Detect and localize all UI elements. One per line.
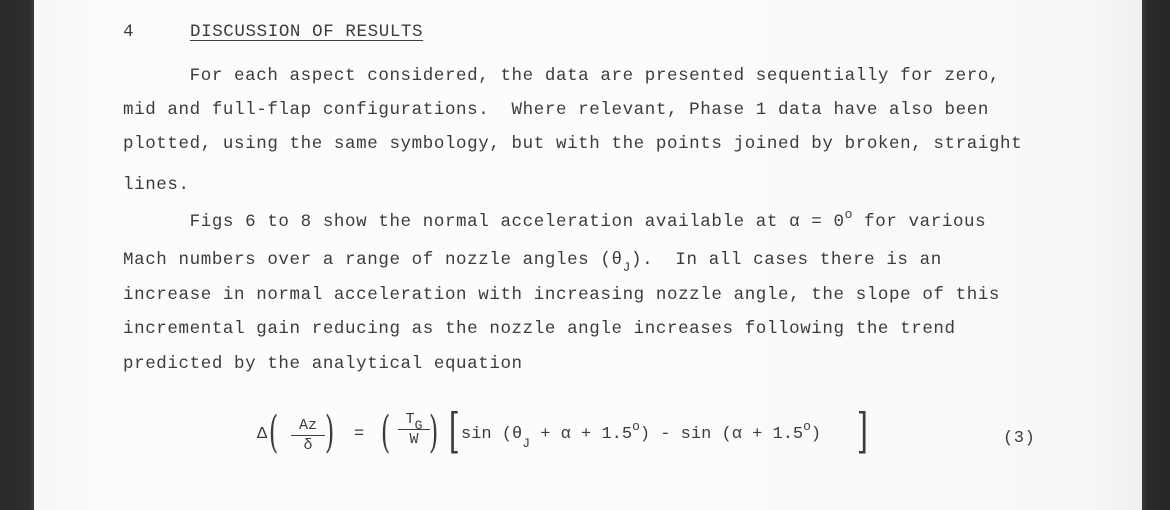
section-title: DISCUSSION OF RESULTS <box>190 22 424 42</box>
paragraph-1-line-2: mid and full-flap configurations. Where relevant, Phase 1 data have also been <box>123 100 989 120</box>
paragraph-2-line-1 <box>123 207 987 232</box>
text: + α + 1.5 <box>530 425 633 444</box>
degree-superscript: o <box>632 419 640 434</box>
text: Figs 6 to 8 show the normal acceleration available at α = 0 <box>123 212 845 232</box>
text: ). In all cases there is an <box>630 250 942 270</box>
close-paren: ) <box>324 407 335 458</box>
subscript-j: J <box>622 260 631 275</box>
section-number: 4 <box>123 22 135 42</box>
open-paren: ( <box>268 407 279 458</box>
fraction-tg-over-w <box>398 411 430 448</box>
close-bracket: ] <box>856 403 868 459</box>
subscript-j: J <box>522 436 531 451</box>
paragraph-2-line-2 <box>123 250 942 275</box>
equation-body <box>461 419 822 451</box>
paragraph-2-line-4: incremental gain reducing as the nozzle angle increases following the trend <box>123 319 956 339</box>
denominator: δ <box>303 437 313 454</box>
paragraph-1-line-4: lines. <box>123 175 190 195</box>
paragraph-2-line-5: predicted by the analytical equation <box>123 354 523 374</box>
paragraph-1-line-1: For each aspect considered, the data are presented sequentially for zero, <box>123 66 1001 86</box>
close-paren: ) <box>428 407 439 458</box>
degree-superscript: o <box>803 419 811 434</box>
text: Mach numbers over a range of nozzle angles (θ <box>123 250 623 270</box>
scan-edge-right <box>1142 0 1170 510</box>
delta-symbol: Δ <box>257 425 268 444</box>
text: T <box>405 411 415 428</box>
subscript-g: G <box>414 418 423 433</box>
paragraph-2-line-3: increase in normal acceleration with increasing nozzle angle, the slope of this <box>123 285 1001 305</box>
text: sin (θ <box>461 425 523 444</box>
text: ) - sin (α + 1.5 <box>639 425 804 444</box>
fraction-az-over-delta <box>291 417 325 454</box>
equals-sign: = <box>354 425 365 444</box>
scan-edge-left <box>0 0 34 510</box>
text: for various <box>853 212 987 232</box>
equation-number: (3) <box>1003 429 1036 448</box>
equation-3 <box>255 405 915 475</box>
numerator <box>398 411 430 433</box>
paragraph-1-line-3: plotted, using the same symbology, but with the points joined by broken, straight <box>123 134 1023 154</box>
text: ) <box>810 425 822 444</box>
denominator: W <box>409 431 419 448</box>
degree-superscript: o <box>844 207 854 222</box>
numerator: Az <box>291 417 325 436</box>
open-paren: ( <box>380 407 391 458</box>
open-bracket: [ <box>448 403 460 459</box>
